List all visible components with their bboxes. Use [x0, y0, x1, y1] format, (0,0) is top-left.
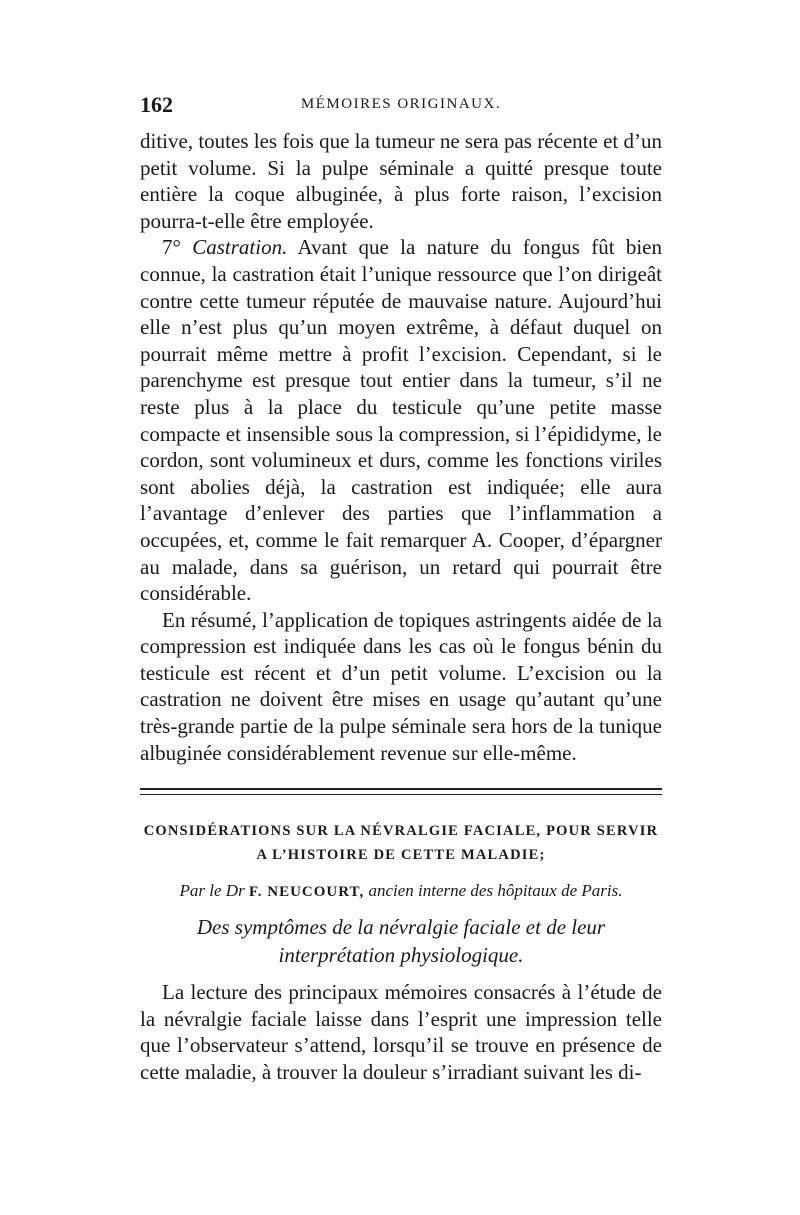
- item-number: 7°: [162, 235, 181, 260]
- subsection-title: Des symptômes de la névralgie faciale et de leur interprétation physiologique.: [196, 915, 606, 968]
- byline-author: F. NEUCOURT,: [248, 884, 365, 901]
- page-header: [140, 92, 662, 128]
- section-body: [140, 979, 662, 1085]
- article-body: [140, 128, 662, 766]
- section-title-line-1: CONSIDÉRATIONS SUR LA NÉVRALGIE FACIALE, POUR SERVIR: [143, 823, 659, 840]
- section-title: [140, 819, 662, 867]
- byline-prefix: Par le Dr: [179, 881, 245, 901]
- byline-suffix: ancien interne des hôpitaux de Paris.: [368, 881, 623, 901]
- section-divider: [140, 788, 662, 795]
- book-page: [140, 92, 662, 1086]
- section-title-line-2: A L’HISTOIRE DE CETTE MALADIE;: [256, 847, 546, 864]
- item-text: Avant que la nature du fongus fût bien connue, la castration était l’unique ressource que l’on dirigeât contre cette tumeur réputée de mauvaise nature. Aujourd’hui elle n’est plus qu’un moyen extrême, à défaut duquel on pourrait même mettre à profit l’excision. Cependant, si le parenchyme est presque tout entier dans la tumeur, s’il ne reste plus à la place du testicule qu’une petite masse compacte et insensible sous la compression, si l’épididyme, le cordon, sont volumineux et durs, comme les fonctions viriles sont abolies déjà, la castration est indiquée; elle aura l’avantage d’enlever des parties que l’inflammation a occupées, et, comme le fait remarquer A. Cooper, d’épargner au malade, dans sa guérison, un retard qui pourrait être considérable.: [140, 235, 663, 606]
- byline: [140, 881, 662, 901]
- paragraph-intro: La lecture des principaux mémoires consacrés à l’étude de la névralgie faciale laisse dans l’esprit une impression telle que l’observateur s’attend, lorsqu’il se trouve en présence de cette maladie, à trouver la douleur s’irradiant suivant les di-: [140, 980, 662, 1085]
- paragraph-castration: [140, 234, 662, 606]
- paragraph-summary: En résumé, l’application de topiques astringents aidée de la compression est indiquée dans les cas où le fongus bénin du testicule est récent et d’un petit volume. L’excision ou la castration ne doivent être mises en usage qu’autant qu’une très-grande partie de la pulpe séminale sera hors de la tunique albuginée considérablement revenue sur elle-même.: [140, 607, 662, 765]
- page-number: 162: [140, 92, 173, 117]
- paragraph-continuation: ditive, toutes les fois que la tumeur ne sera pas récente et d’un petit volume. Si la pulpe séminale a quitté presque toute entière la coque albuginée, à plus forte raison, l’excision pourra-t-elle être employée.: [140, 129, 662, 233]
- item-title: Castration.: [192, 235, 288, 260]
- running-head: MÉMOIRES ORIGINAUX.: [300, 96, 502, 112]
